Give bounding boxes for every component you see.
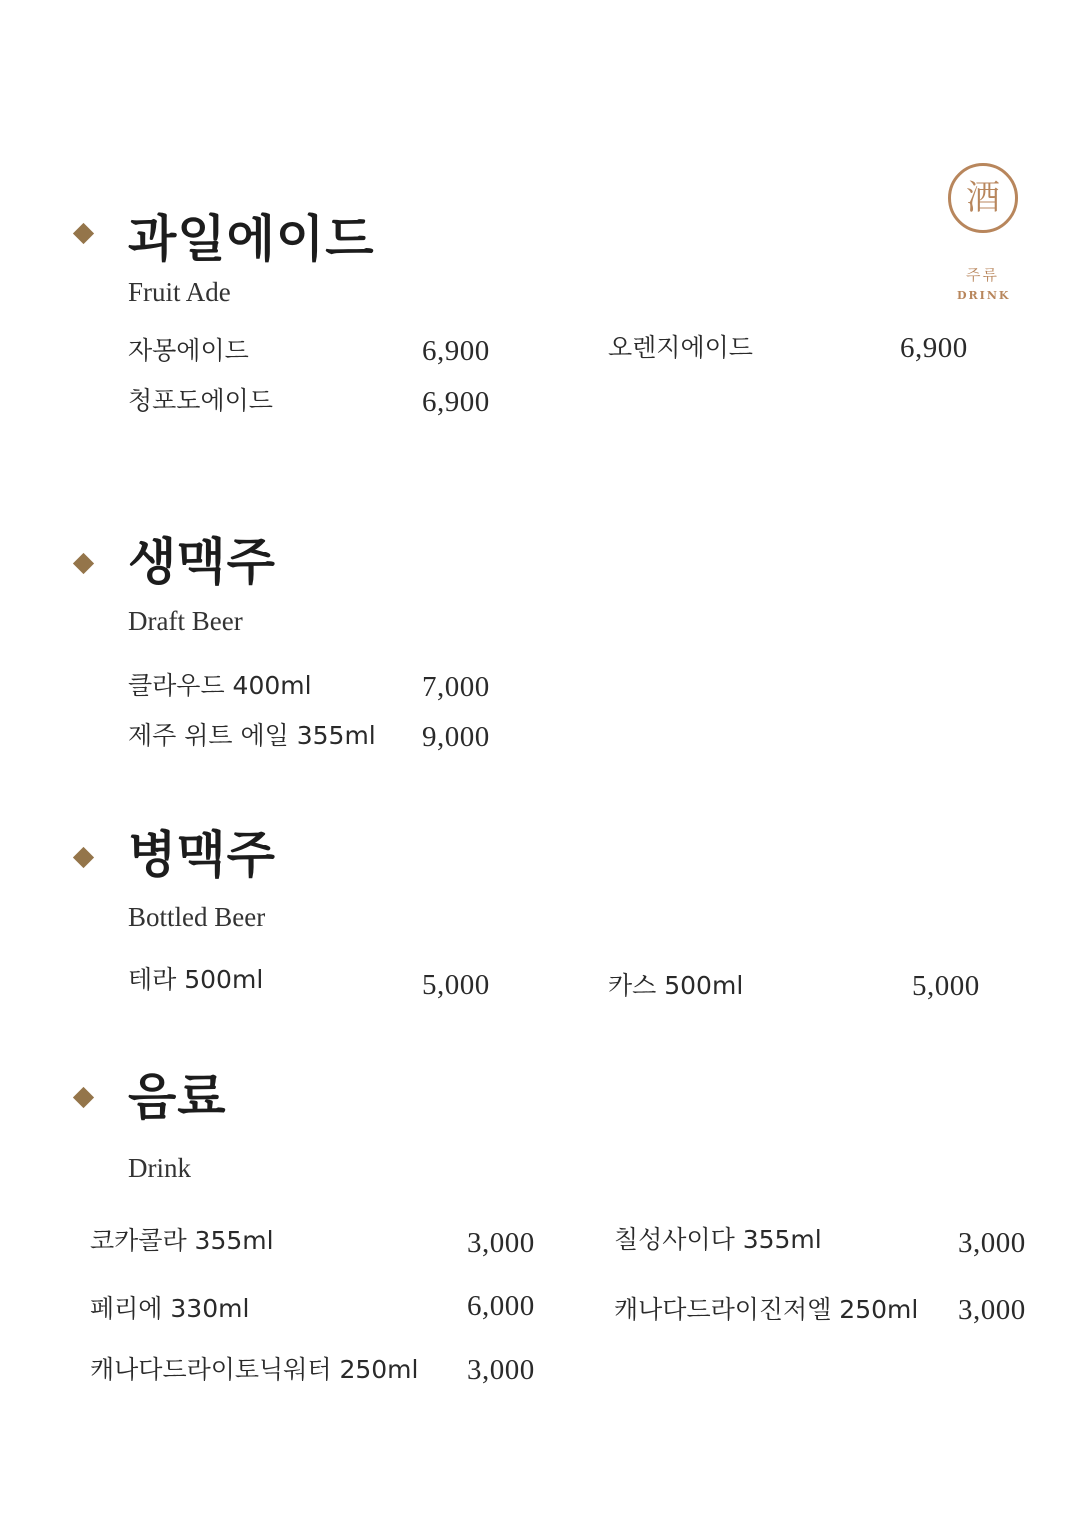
menu-item-price: 6,900 (422, 335, 490, 367)
wine-jar-seal-icon (948, 163, 1018, 233)
menu-item-price: 6,900 (900, 332, 968, 364)
menu-item-price: 3,000 (958, 1227, 1026, 1259)
menu-item-name: 제주 위트 에일 355ml (128, 721, 376, 750)
logo-character: 酒 (966, 178, 1000, 218)
menu-item-name: 청포도에이드 (128, 386, 273, 415)
section-title-english: Fruit Ade (128, 277, 231, 307)
section-title-english: Bottled Beer (128, 902, 266, 932)
section-title-english: Draft Beer (128, 606, 243, 636)
section-bullet-icon (73, 223, 94, 244)
menu-item-price: 7,000 (422, 671, 490, 703)
menu-item-price: 3,000 (467, 1227, 535, 1259)
section-title-english: Drink (128, 1153, 191, 1183)
menu-item-name: 페리에 330ml (90, 1294, 250, 1323)
menu-item-name: 캐나다드라이진저엘 250ml (614, 1295, 919, 1324)
menu-item-price: 9,000 (422, 721, 490, 753)
menu-item-price: 5,000 (422, 969, 490, 1001)
menu-item-name: 클라우드 400ml (128, 671, 312, 700)
menu-item-name: 코카콜라 355ml (90, 1226, 274, 1255)
menu-item-name: 카스 500ml (608, 971, 744, 1000)
menu-item-price: 6,000 (467, 1290, 535, 1322)
menu-item-name: 캐나다드라이토닉워터 250ml (90, 1355, 419, 1384)
section-title-korean: 병맥주 (128, 826, 276, 884)
logo-english-label: DRINK (957, 289, 1011, 302)
menu-item-name: 오렌지에이드 (608, 333, 753, 362)
section-title-korean: 과일에이드 (128, 210, 375, 268)
menu-item-name: 자몽에이드 (128, 336, 249, 365)
section-bullet-icon (73, 553, 94, 574)
section-bullet-icon (73, 1087, 94, 1108)
logo-korean-label: 주류 (966, 266, 999, 284)
menu-item-price: 3,000 (467, 1354, 535, 1386)
menu-item-price: 3,000 (958, 1294, 1026, 1326)
section-title-korean: 음료 (128, 1068, 227, 1126)
section-bullet-icon (73, 847, 94, 868)
menu-item-name: 테라 500ml (128, 965, 264, 994)
menu-item-price: 6,900 (422, 386, 490, 418)
menu-item-name: 칠성사이다 355ml (614, 1225, 822, 1254)
section-title-korean: 생맥주 (128, 533, 276, 591)
menu-item-price: 5,000 (912, 970, 980, 1002)
